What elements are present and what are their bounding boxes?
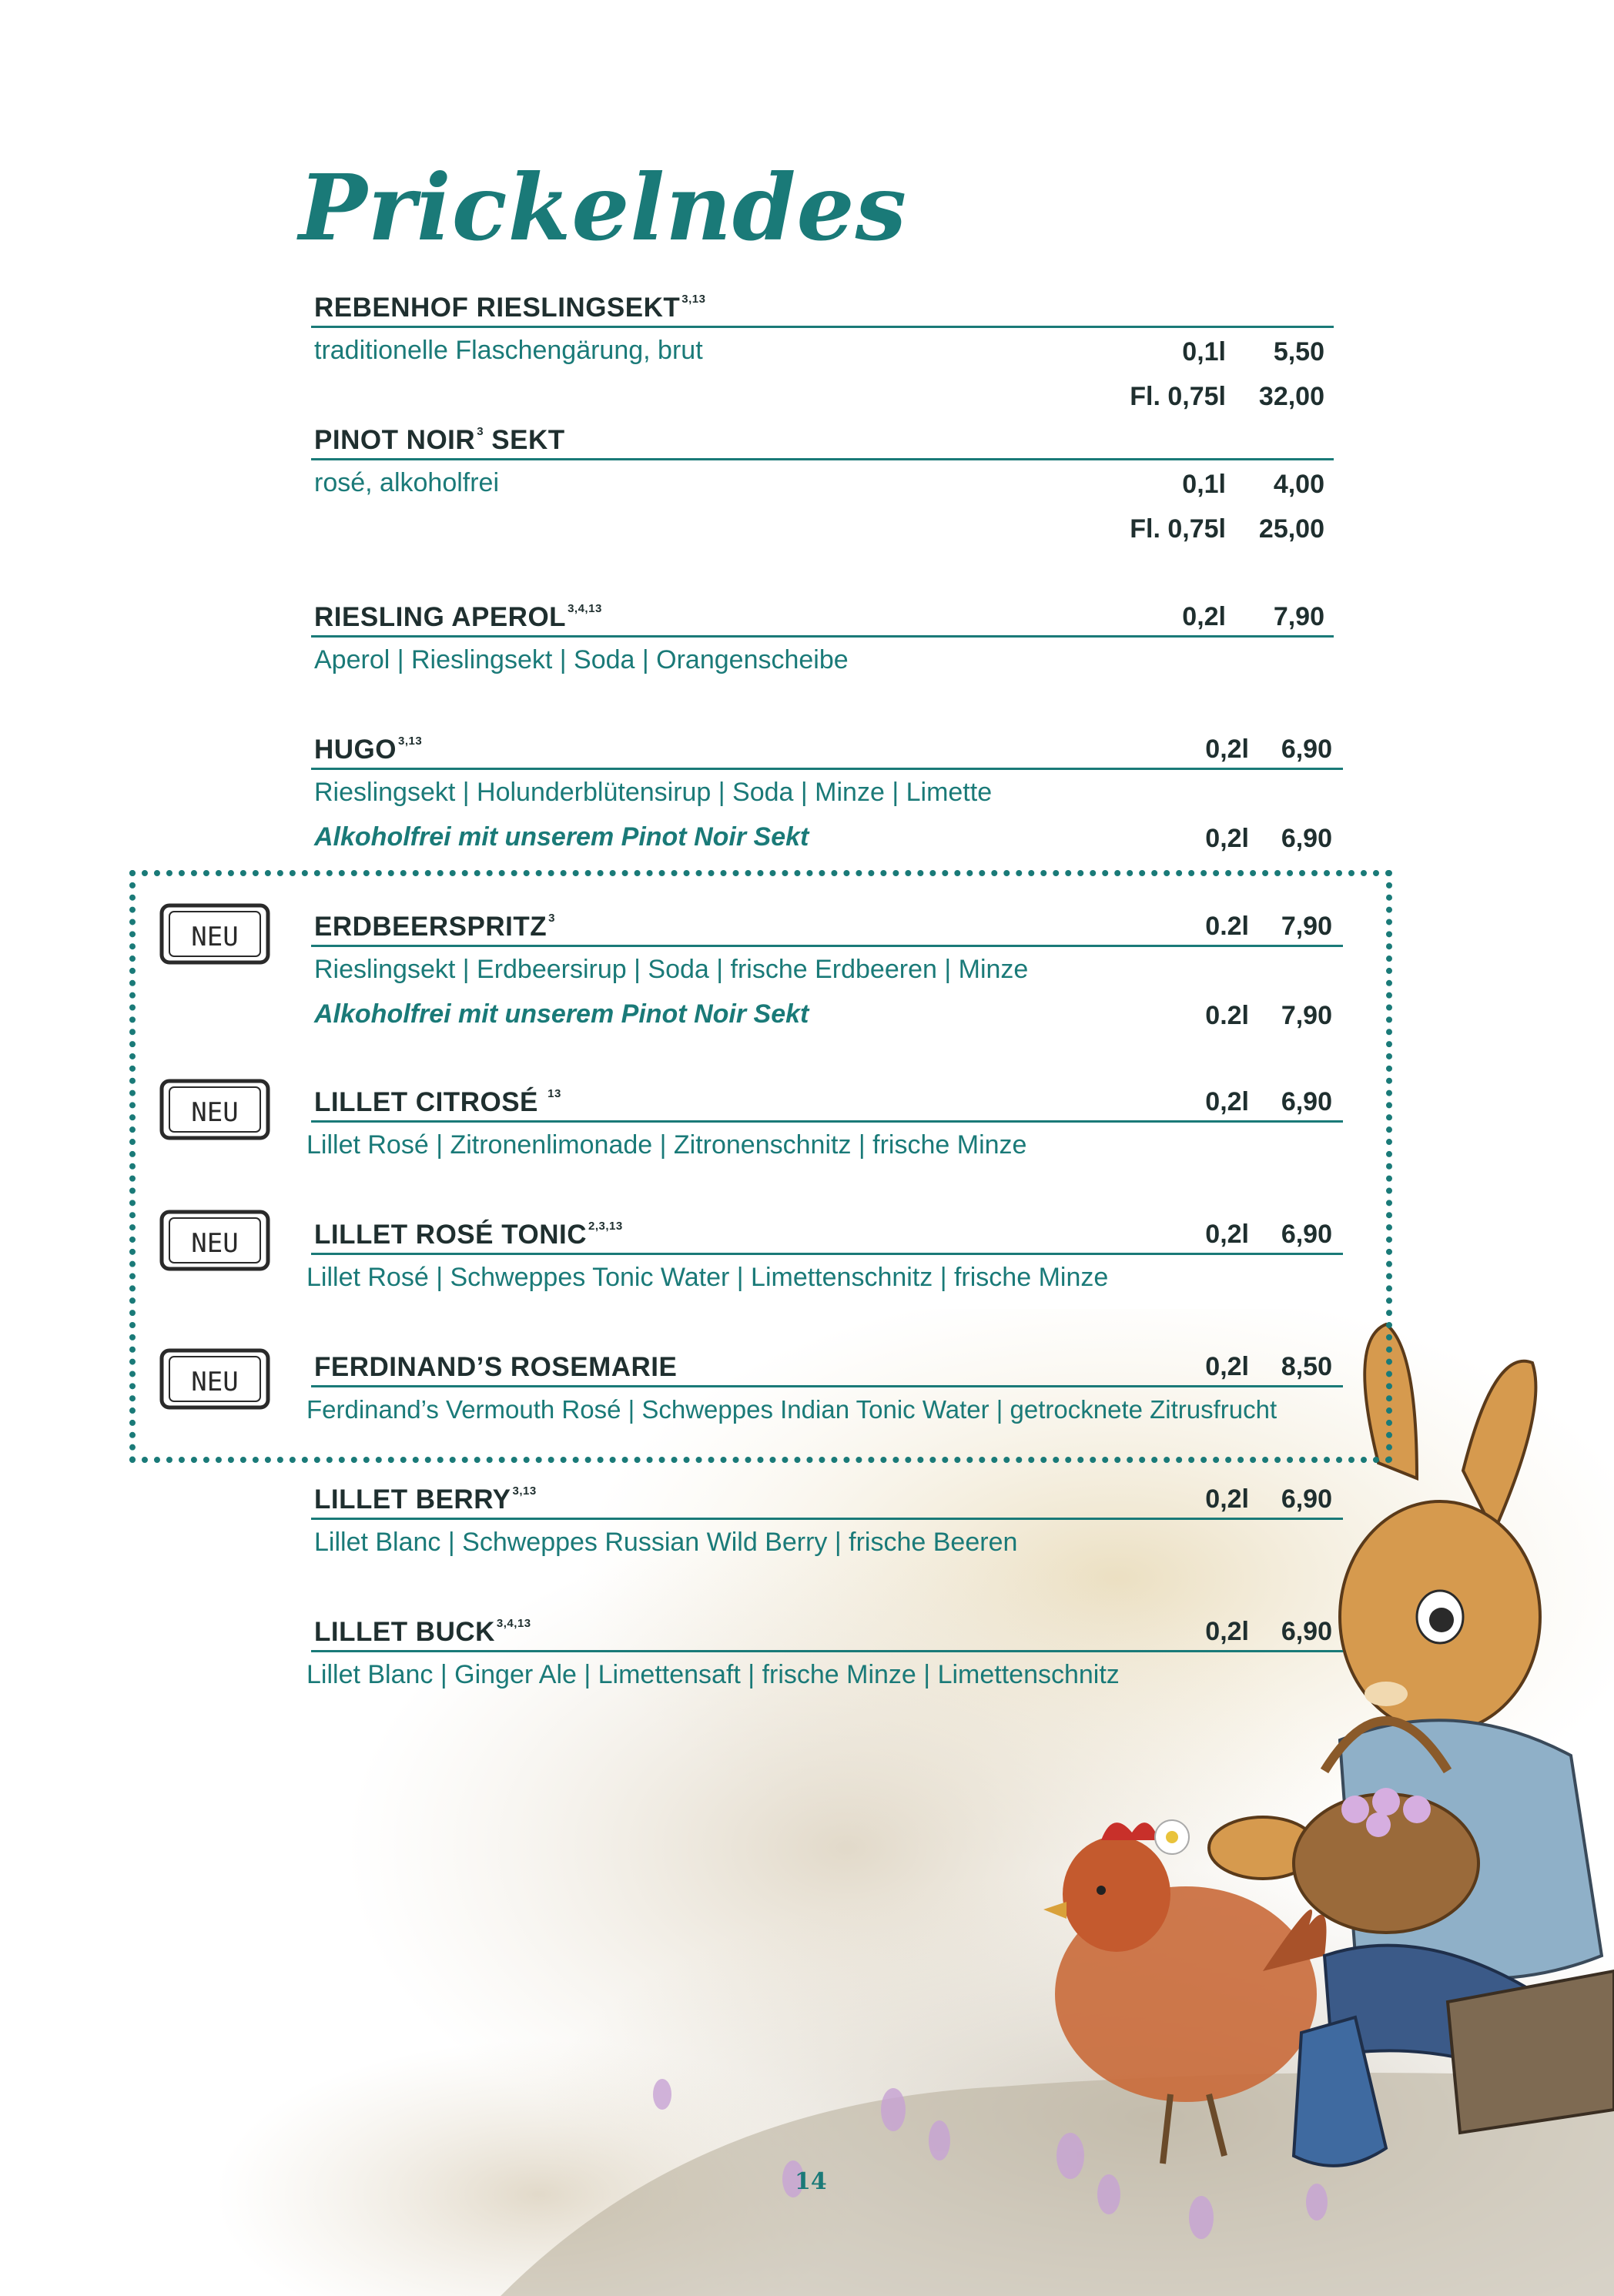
item-divider: [311, 1650, 1343, 1652]
menu-item-row: [0, 1525, 1614, 1568]
item-description: Rieslingsekt | Holunderblütensirup | Soda | Minze | Limette: [314, 778, 993, 807]
item-description: Lillet Blanc | Schweppes Russian Wild Berry | frische Beeren: [314, 1528, 1018, 1557]
menu-item-row: [0, 952, 1614, 995]
item-name: ERDBEERSPRITZ $^3$: [314, 912, 555, 942]
item-divider: [311, 458, 1334, 460]
menu-item-header: [0, 1480, 1614, 1523]
item-volume: 0,2l: [1205, 1087, 1249, 1116]
item-volume: 0,2l: [1205, 735, 1249, 764]
menu-item-row: [0, 465, 1614, 508]
item-divider: [311, 1120, 1343, 1123]
menu-item-header: [0, 1612, 1614, 1655]
item-divider: [311, 1518, 1343, 1520]
item-volume: 0,2l: [1205, 1220, 1249, 1249]
item-volume: 0,2l: [1182, 602, 1226, 631]
menu-item-row: [0, 510, 1614, 553]
item-description: Ferdinand’s Vermouth Rosé | Schweppes Indian Tonic Water | getrocknete Zitrusfrucht: [306, 1395, 1277, 1424]
item-description: rosé, alkoholfrei: [314, 468, 500, 497]
item-price: 7,90: [1273, 602, 1324, 631]
item-price: 4,00: [1273, 470, 1324, 499]
item-name: LILLET ROSÉ TONIC $^{2,3,13}$: [314, 1220, 623, 1250]
item-description: Lillet Blanc | Ginger Ale | Limettensaft | frische Minze | Limettenschnitz: [306, 1660, 1120, 1689]
item-name: HUGO $^{3,13}$: [314, 735, 423, 765]
item-price: 6,90: [1281, 1484, 1332, 1514]
svg-text:NEU: NEU: [191, 1097, 239, 1128]
item-alt-description: Alkoholfrei mit unserem Pinot Noir Sekt: [314, 999, 809, 1029]
menu-item-header: [0, 420, 1614, 464]
menu-item-header: [0, 1347, 1614, 1391]
item-price: 7,90: [1281, 912, 1332, 941]
item-volume: 0.2l: [1205, 912, 1249, 941]
item-volume: 0.2l: [1205, 1001, 1249, 1030]
item-description: Lillet Rosé | Schweppes Tonic Water | Limettenschnitz | frische Minze: [306, 1263, 1109, 1292]
item-price: 5,50: [1273, 337, 1324, 366]
svg-text:NEU: NEU: [191, 1228, 239, 1259]
item-price: 6,90: [1281, 1087, 1332, 1116]
item-divider: [311, 1253, 1343, 1255]
item-price: 8,50: [1281, 1352, 1332, 1381]
item-divider: [311, 945, 1343, 947]
item-price: 6,90: [1281, 824, 1332, 853]
menu-item-row: [0, 996, 1614, 1039]
menu-item-header: [0, 1083, 1614, 1126]
menu-item-row: [0, 1127, 1614, 1170]
item-price: 25,00: [1258, 514, 1324, 544]
item-volume: Fl. 0,75l: [1130, 382, 1226, 411]
svg-text:NEU: NEU: [191, 1367, 239, 1397]
item-volume: 0,2l: [1205, 1617, 1249, 1646]
item-description: Aperol | Rieslingsekt | Soda | Orangenscheibe: [314, 645, 849, 674]
item-volume: 0,2l: [1205, 824, 1249, 853]
item-alt-description: Alkoholfrei mit unserem Pinot Noir Sekt: [314, 822, 809, 852]
item-price: 6,90: [1281, 735, 1332, 764]
menu-item-header: [0, 1215, 1614, 1258]
item-name: LILLET BERRY $^{3,13}$: [314, 1484, 537, 1514]
item-name: REBENHOF RIESLINGSEKT $^{3,13}$: [314, 293, 706, 323]
page-title: Prickelndes: [299, 154, 908, 261]
item-name: LILLET CITROSÉ $^{13}$: [314, 1087, 561, 1117]
item-name: RIESLING APEROL $^{3,4,13}$: [314, 602, 602, 632]
item-divider: [311, 326, 1334, 328]
menu-item-header: [0, 597, 1614, 641]
item-description: Lillet Rosé | Zitronenlimonade | Zitronenschnitz | frische Minze: [306, 1130, 1027, 1160]
menu-item-header: [0, 288, 1614, 331]
menu-item-row: [0, 377, 1614, 420]
item-description: Rieslingsekt | Erdbeersirup | Soda | frische Erdbeeren | Minze: [314, 955, 1029, 984]
menu-item-row: [0, 1657, 1614, 1700]
item-name: LILLET BUCK $^{3,4,13}$: [314, 1617, 531, 1647]
item-price: 6,90: [1281, 1220, 1332, 1249]
item-divider: [311, 1385, 1343, 1387]
item-volume: 0,2l: [1205, 1352, 1249, 1381]
item-price: 7,90: [1281, 1001, 1332, 1030]
item-name: PINOT NOIR $^3$ SEKT: [314, 425, 565, 455]
menu-item-row: [0, 1392, 1614, 1435]
item-volume: 0,1l: [1182, 470, 1226, 499]
item-volume: 0,1l: [1182, 337, 1226, 366]
item-description: traditionelle Flaschengärung, brut: [314, 336, 703, 365]
item-name: FERDINAND’S ROSEMARIE: [314, 1352, 678, 1382]
menu-item-row: [0, 642, 1614, 685]
menu-item-header: [0, 907, 1614, 950]
item-price: 6,90: [1281, 1617, 1332, 1646]
svg-text:NEU: NEU: [191, 922, 239, 952]
item-volume: 0,2l: [1205, 1484, 1249, 1514]
menu-item-row: [0, 333, 1614, 376]
item-divider: [311, 768, 1343, 770]
menu-item-row: [0, 1260, 1614, 1303]
page-number: 14: [795, 2168, 827, 2195]
item-divider: [311, 635, 1334, 638]
menu-item-row: [0, 819, 1614, 862]
menu-item-row: [0, 775, 1614, 818]
item-price: 32,00: [1258, 382, 1324, 411]
menu-item-header: [0, 730, 1614, 773]
item-volume: Fl. 0,75l: [1130, 514, 1226, 544]
